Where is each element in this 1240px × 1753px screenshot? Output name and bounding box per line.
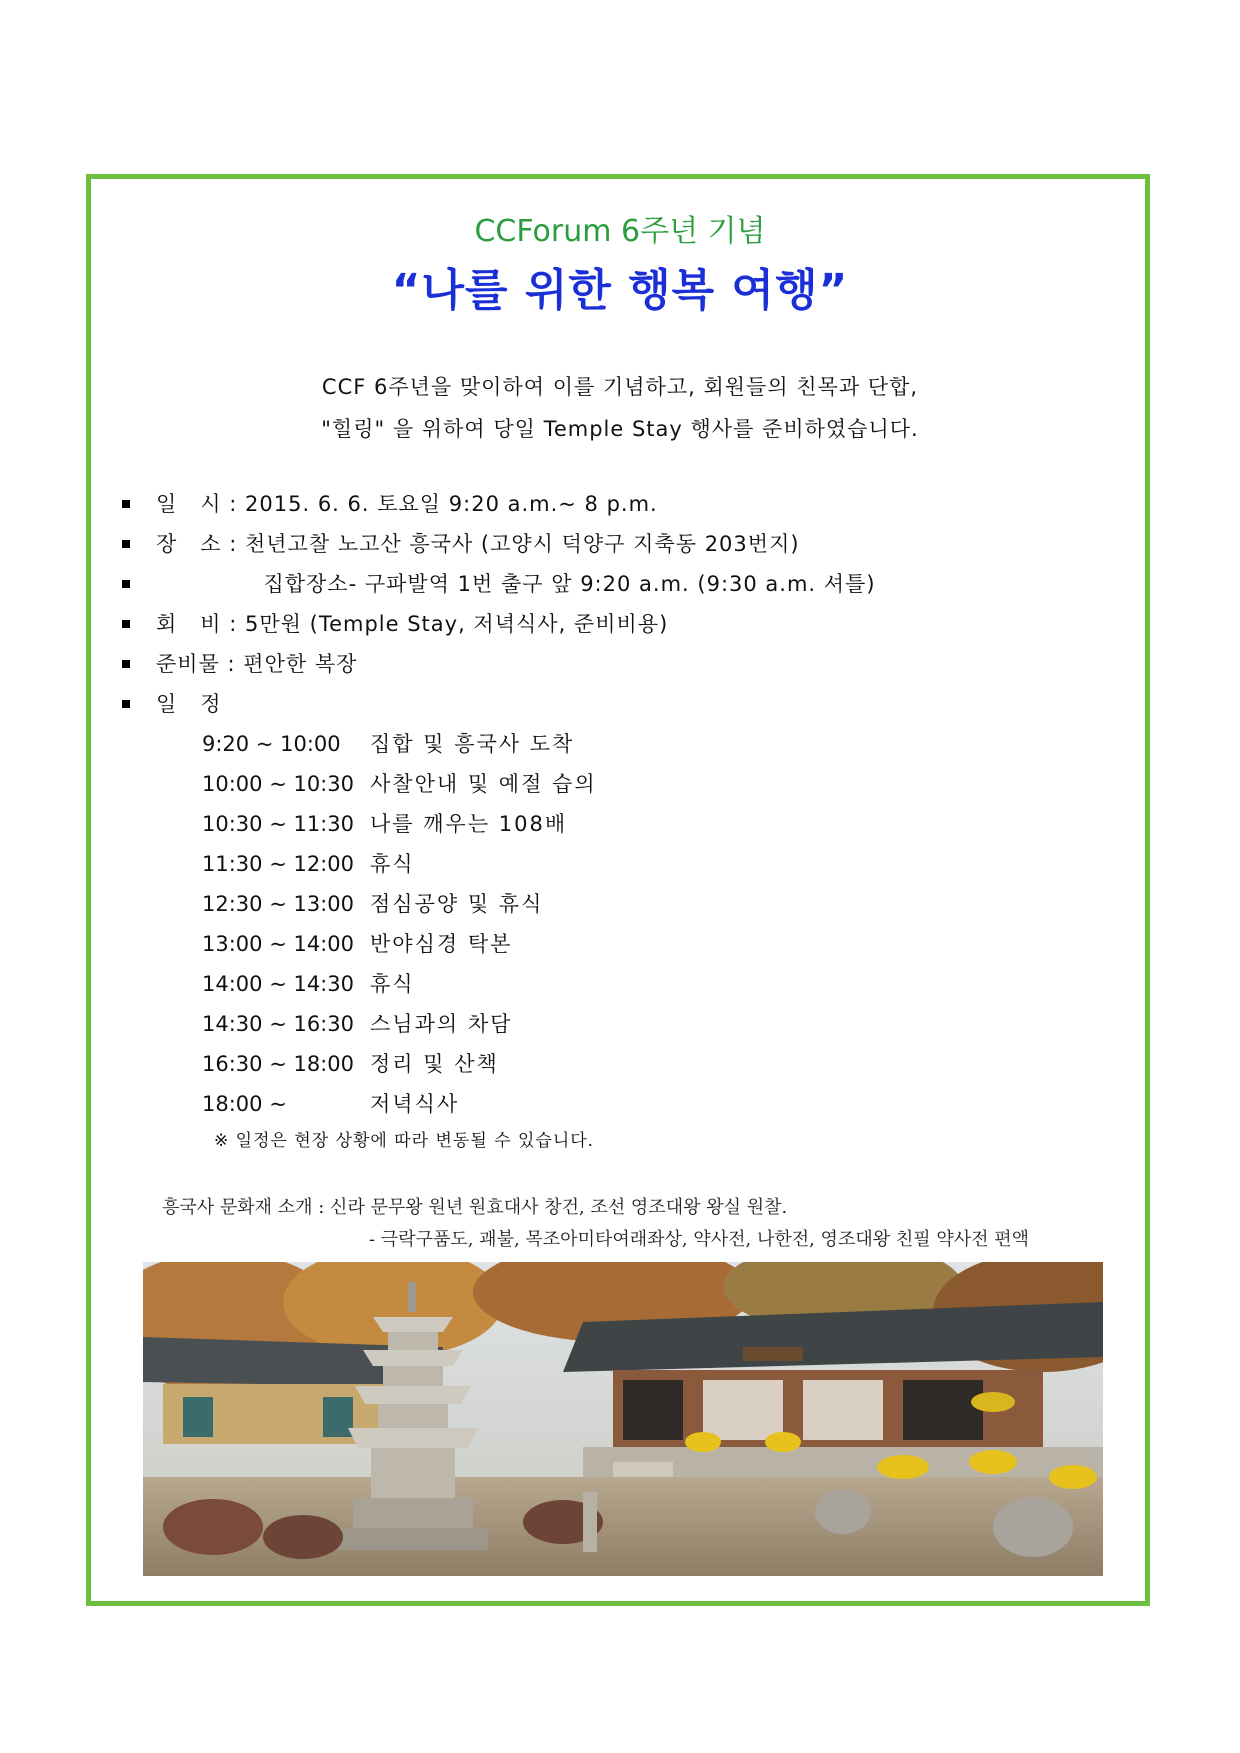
schedule-activity: 휴식 bbox=[370, 852, 415, 876]
schedule-activity: 스님과의 차담 bbox=[370, 1012, 513, 1036]
bullet-icon bbox=[122, 540, 130, 548]
schedule-time: 11:30 ~ 12:00 bbox=[202, 852, 354, 876]
info-item-supplies bbox=[118, 644, 1118, 684]
schedule-row bbox=[202, 924, 597, 964]
event-subtitle: CCForum 6주년 기념 bbox=[474, 214, 766, 249]
info-text: 장 소 : 천년고찰 노고산 흥국사 (고양시 덕양구 지축동 203번지) bbox=[156, 532, 800, 556]
intro-line: CCF 6주년을 맞이하여 이를 기념하고, 회원들의 친목과 단합, bbox=[321, 375, 919, 399]
schedule-time: 10:30 ~ 11:30 bbox=[202, 812, 354, 836]
schedule-activity: 사찰안내 및 예절 습의 bbox=[370, 772, 597, 796]
schedule-activity: 반야심경 탁본 bbox=[370, 932, 513, 956]
schedule-activity: 휴식 bbox=[370, 972, 415, 996]
schedule-row bbox=[202, 724, 597, 764]
bullet-icon bbox=[122, 580, 130, 588]
schedule-row bbox=[202, 764, 597, 804]
schedule-time: 18:00 ~ bbox=[202, 1092, 287, 1116]
schedule-time: 9:20 ~ 10:00 bbox=[202, 732, 341, 756]
bullet-icon bbox=[122, 700, 130, 708]
schedule-row bbox=[202, 804, 597, 844]
schedule-row bbox=[202, 964, 597, 1004]
info-item-place bbox=[118, 524, 1118, 564]
schedule-time: 12:30 ~ 13:00 bbox=[202, 892, 354, 916]
heritage-intro bbox=[162, 1192, 1029, 1256]
bullet-icon bbox=[122, 500, 130, 508]
info-item-date bbox=[118, 484, 1118, 524]
schedule-list bbox=[202, 724, 597, 1124]
schedule-row bbox=[202, 1044, 597, 1084]
temple-photo bbox=[143, 1262, 1103, 1576]
schedule-time: 14:30 ~ 16:30 bbox=[202, 1012, 354, 1036]
info-text: 일 정 bbox=[156, 692, 222, 716]
schedule-row bbox=[202, 1004, 597, 1044]
info-text: 집합장소- 구파발역 1번 출구 앞 9:20 a.m. (9:30 a.m. 셔틀) bbox=[156, 572, 876, 596]
info-item-schedule bbox=[118, 684, 1118, 724]
schedule-time: 14:00 ~ 14:30 bbox=[202, 972, 354, 996]
schedule-activity: 나를 깨우는 108배 bbox=[370, 812, 568, 836]
heritage-line: - 극락구품도, 괘불, 목조아미타여래좌상, 약사전, 나한전, 영조대왕 친필 약사전 편액 bbox=[369, 1229, 1029, 1250]
schedule-time: 10:00 ~ 10:30 bbox=[202, 772, 354, 796]
info-item-fee bbox=[118, 604, 1118, 644]
info-text: 회 비 : 5만원 (Temple Stay, 저녁식사, 준비비용) bbox=[156, 612, 669, 636]
schedule-row bbox=[202, 884, 597, 924]
schedule-activity: 저녁식사 bbox=[370, 1092, 460, 1116]
schedule-row bbox=[202, 1084, 597, 1124]
schedule-time: 13:00 ~ 14:00 bbox=[202, 932, 354, 956]
schedule-note: ※ 일정은 현장 상황에 따라 변동될 수 있습니다. bbox=[214, 1131, 595, 1151]
event-info-list bbox=[118, 484, 1118, 724]
heritage-line: 흥국사 문화재 소개 : 신라 문무왕 원년 원효대사 창건, 조선 영조대왕 왕실 원찰. bbox=[162, 1197, 788, 1218]
schedule-activity: 집합 및 흥국사 도착 bbox=[370, 732, 575, 756]
info-text: 일 시 : 2015. 6. 6. 토요일 9:20 a.m.~ 8 p.m. bbox=[156, 492, 658, 516]
info-item-meeting-point bbox=[118, 564, 1118, 604]
intro-paragraph bbox=[0, 366, 1240, 450]
schedule-time: 16:30 ~ 18:00 bbox=[202, 1052, 354, 1076]
bullet-icon bbox=[122, 620, 130, 628]
info-text: 준비물 : 편안한 복장 bbox=[156, 652, 358, 676]
schedule-row bbox=[202, 844, 597, 884]
schedule-activity: 정리 및 산책 bbox=[370, 1052, 499, 1076]
bullet-icon bbox=[122, 660, 130, 668]
event-title: “나를 위한 행복 여행” bbox=[391, 265, 849, 316]
intro-line: "힐링" 을 위하여 당일 Temple Stay 행사를 준비하였습니다. bbox=[321, 417, 919, 441]
schedule-activity: 점심공양 및 휴식 bbox=[370, 892, 544, 916]
